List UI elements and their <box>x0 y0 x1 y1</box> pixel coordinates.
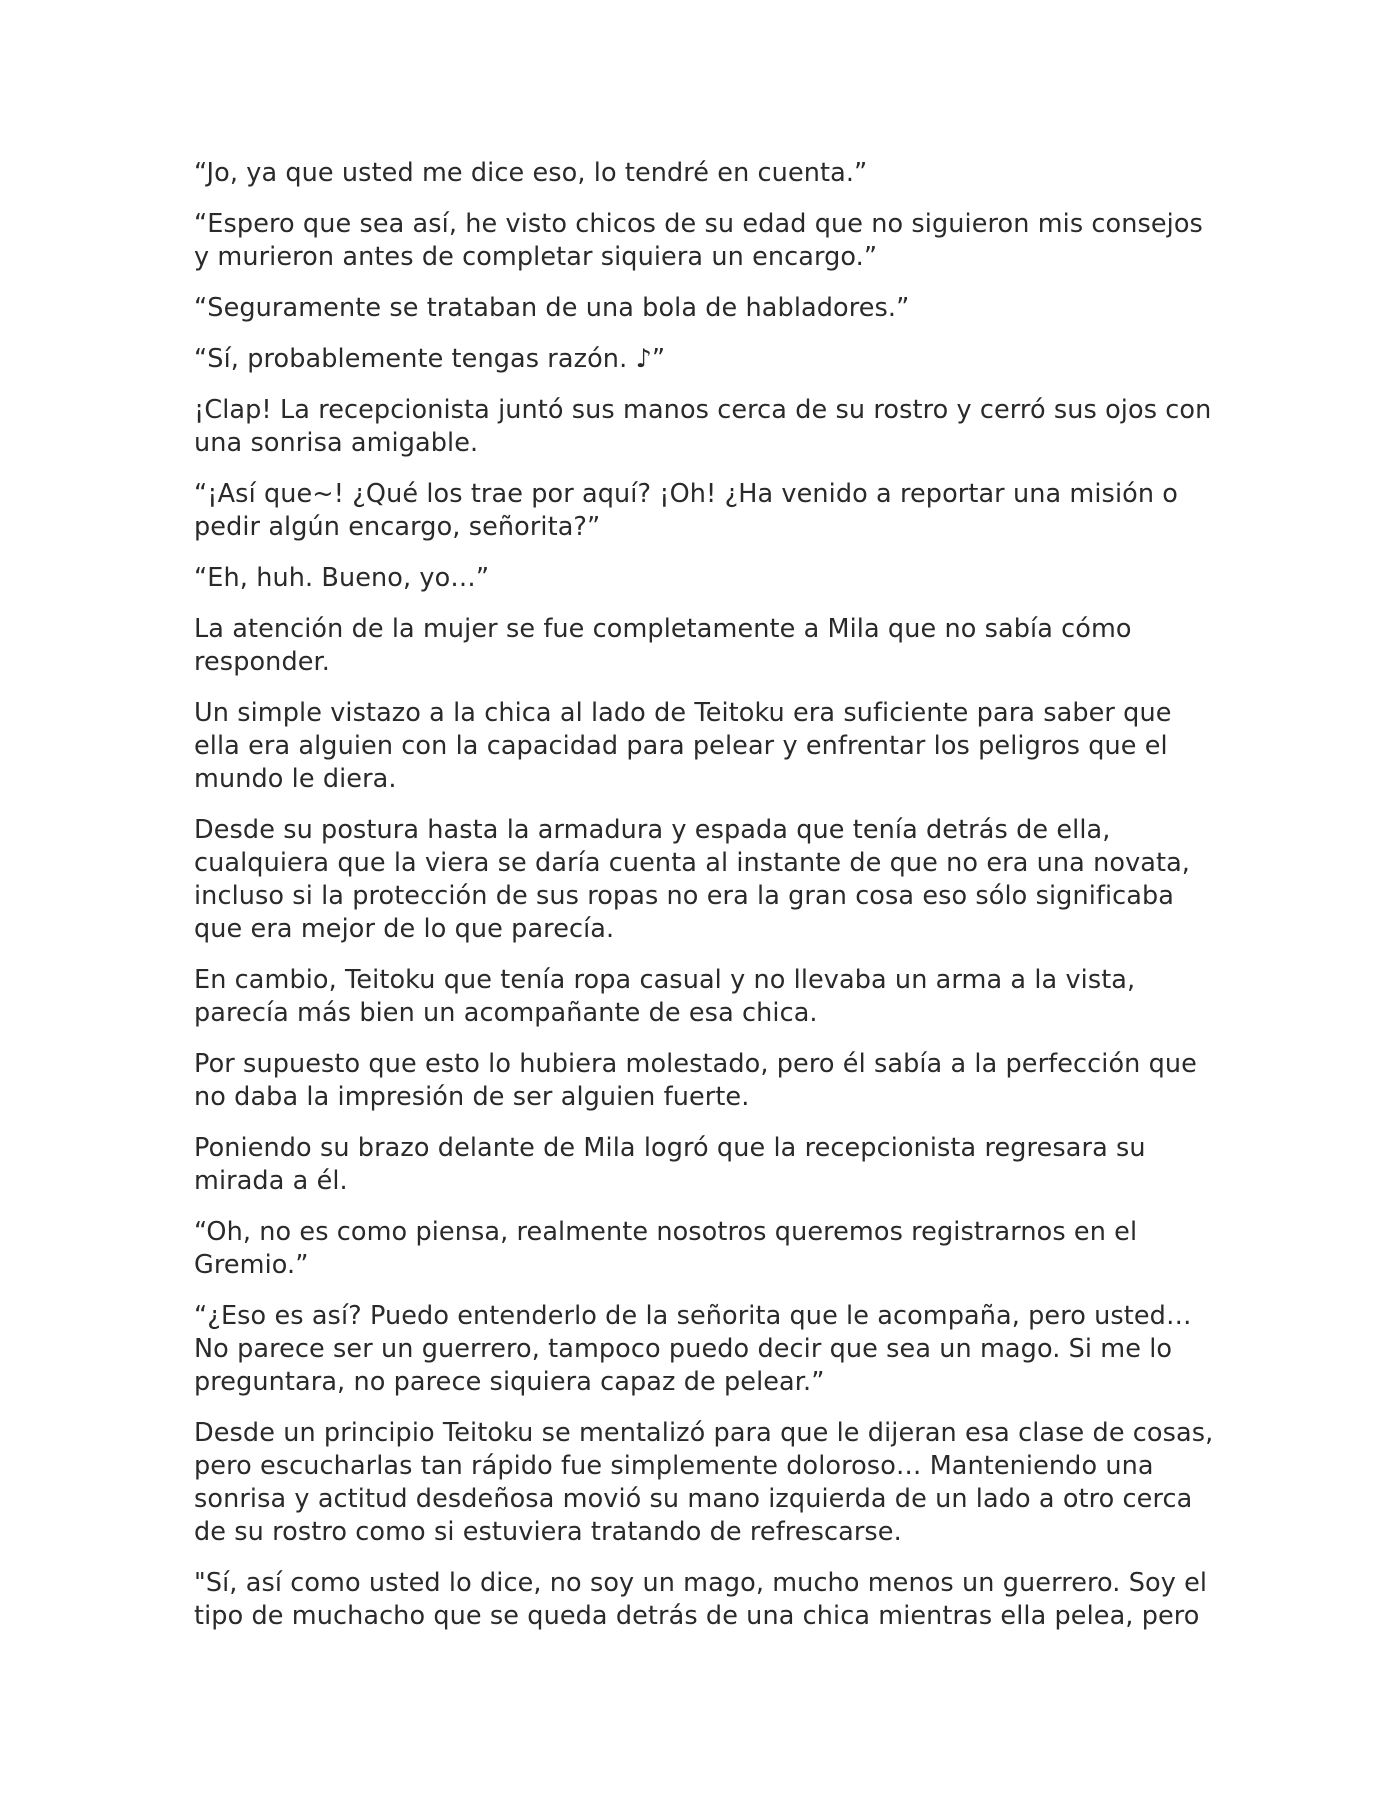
paragraph: "Sí, así como usted lo dice, no soy un mago, mucho menos un guerrero. Soy el tipo de muchacho que se queda detrás de una chica mientras ella pelea, pero <box>194 1568 1208 1631</box>
paragraph: “Eh, huh. Bueno, yo…” <box>194 563 490 593</box>
paragraph: Por supuesto que esto lo hubiera molestado, pero él sabía a la perfección que no daba la impresión de ser alguien fuerte. <box>194 1049 1197 1112</box>
paragraph: “Sí, probablemente tengas razón. ♪” <box>194 344 666 374</box>
paragraph: “Jo, ya que usted me dice eso, lo tendré en cuenta.” <box>194 158 868 188</box>
paragraph: Un simple vistazo a la chica al lado de Teitoku era suficiente para saber que ella era alguien con la capacidad para pelear y enfrentar los peligros que el mundo le diera. <box>194 698 1172 794</box>
paragraph: “Espero que sea así, he visto chicos de su edad que no siguieron mis consejos y murieron antes de completar siquiera un encargo.” <box>194 209 1203 272</box>
document-body <box>194 157 1214 1651</box>
paragraph: Desde un principio Teitoku se mentalizó para que le dijeran esa clase de cosas, pero escucharlas tan rápido fue simplemente doloroso… Manteniendo una sonrisa y actitud desdeñosa movió su mano izquierda de un lado a otro cerca de su rostro como si estuviera tratando de refrescarse. <box>194 1418 1214 1547</box>
paragraph: La atención de la mujer se fue completamente a Mila que no sabía cómo responder. <box>194 614 1132 677</box>
paragraph: Poniendo su brazo delante de Mila logró que la recepcionista regresara su mirada a él. <box>194 1133 1146 1196</box>
paragraph: “¿Eso es así? Puedo entenderlo de la señorita que le acompaña, pero usted… No parece ser un guerrero, tampoco puedo decir que sea un mago. Si me lo preguntara, no parece siquiera capaz de pelear.” <box>194 1301 1192 1397</box>
paragraph: ¡Clap! La recepcionista juntó sus manos cerca de su rostro y cerró sus ojos con una sonrisa amigable. <box>194 395 1212 458</box>
paragraph: En cambio, Teitoku que tenía ropa casual y no llevaba un arma a la vista, parecía más bien un acompañante de esa chica. <box>194 965 1136 1028</box>
paragraph: “Oh, no es como piensa, realmente nosotros queremos registrarnos en el Gremio.” <box>194 1217 1138 1280</box>
paragraph: “Seguramente se trataban de una bola de habladores.” <box>194 293 910 323</box>
paragraph: Desde su postura hasta la armadura y espada que tenía detrás de ella, cualquiera que la viera se daría cuenta al instante de que no era una novata, incluso si la protección de sus ropas no era la gran cosa eso sólo significaba que era mejor de lo que parecía. <box>194 815 1191 944</box>
paragraph: “¡Así que~! ¿Qué los trae por aquí? ¡Oh! ¿Ha venido a reportar una misión o pedir algún encargo, señorita?” <box>194 479 1178 542</box>
